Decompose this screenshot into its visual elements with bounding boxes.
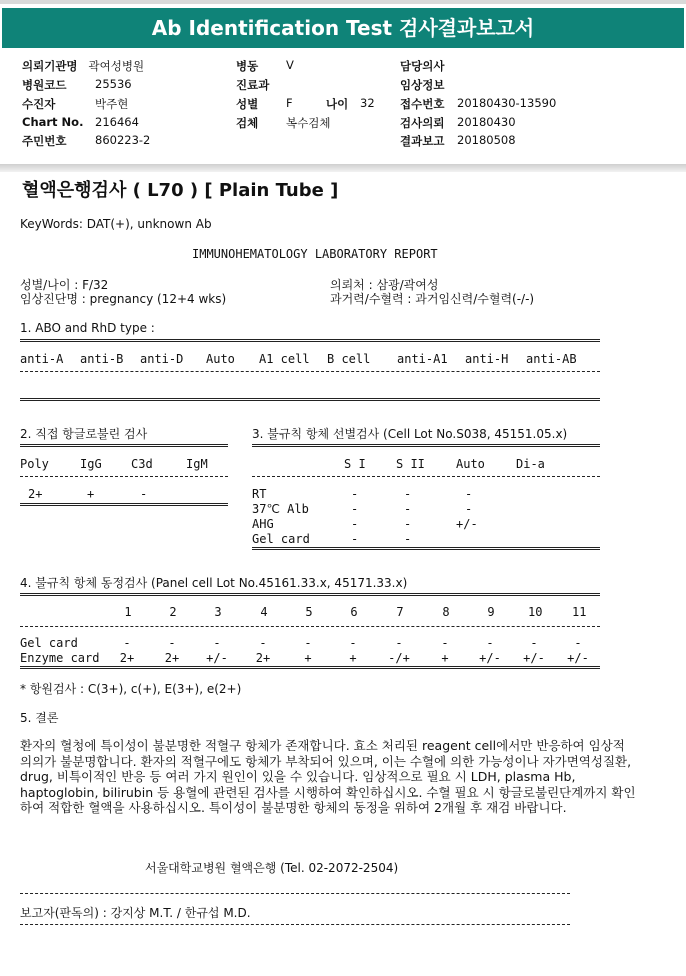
rule xyxy=(252,444,600,447)
header-field-report-date: 결과보고 20180508 xyxy=(400,133,516,148)
abo-header-b-cell: B cell xyxy=(327,352,371,366)
header-field-hospital-code: 병원코드 25536 xyxy=(22,77,132,92)
rule xyxy=(252,547,600,550)
rule xyxy=(20,924,570,925)
header-separator xyxy=(0,164,686,172)
panel-column-3: 3 xyxy=(214,605,222,619)
rule xyxy=(20,626,600,627)
panel-cell: - xyxy=(530,636,538,650)
panel-column-4: 4 xyxy=(260,605,268,619)
panel-cell: - xyxy=(259,636,267,650)
reporter: 보고자(판독의) : 강지상 M.T. / 한규섭 M.D. xyxy=(20,906,251,920)
dat-header-poly: Poly xyxy=(20,457,49,471)
dat-value-poly: 2+ xyxy=(28,487,43,501)
abo-header-anti-d: anti-D xyxy=(140,352,184,366)
panel-cell: +/- xyxy=(567,651,589,665)
rule xyxy=(252,476,600,477)
abo-header-auto: Auto xyxy=(206,352,235,366)
screen-header-auto: Auto xyxy=(456,457,485,471)
panel-column-11: 11 xyxy=(572,605,587,619)
section1-title: 1. ABO and RhD type : xyxy=(20,321,155,335)
screen-cell: +/- xyxy=(456,517,478,531)
screen-cell: - xyxy=(465,487,473,501)
panel-cell: - xyxy=(574,636,582,650)
panel-cell: - xyxy=(304,636,312,650)
panel-cell: 2+ xyxy=(119,651,135,665)
screen-header-s2: S II xyxy=(396,457,425,471)
rule xyxy=(20,398,600,401)
panel-cell: - xyxy=(349,636,357,650)
diagnosis: 임상진단명 : pregnancy (12+4 wks) xyxy=(20,292,227,306)
panel-cell: - xyxy=(123,636,131,650)
screen-header-di-a: Di-a xyxy=(516,457,545,471)
section2-title: 2. 직접 항글로불린 검사 xyxy=(20,427,148,441)
abo-header-anti-h: anti-H xyxy=(465,352,509,366)
panel-cell: - xyxy=(441,636,449,650)
screen-cell: - xyxy=(404,517,412,531)
panel-cell: - xyxy=(486,636,494,650)
panel-cell: 2+ xyxy=(255,651,271,665)
panel-cell: -/+ xyxy=(388,651,410,665)
header-field-specimen: 검체 복수검체 xyxy=(236,116,331,130)
panel-cell: + xyxy=(441,651,449,665)
report-banner-title: Ab Identification Test 검사결과보고서 xyxy=(2,8,684,48)
screen-header-s1: S I xyxy=(344,457,366,471)
panel-column-2: 2 xyxy=(169,605,177,619)
panel-column-6: 6 xyxy=(350,605,358,619)
panel-cell: +/- xyxy=(206,651,228,665)
screen-cell: - xyxy=(404,487,412,501)
panel-cell: - xyxy=(213,636,221,650)
header-field-resident-no: 주민번호 860223-2 xyxy=(22,133,151,148)
dat-header-igm: IgM xyxy=(186,457,208,471)
panel-column-1: 1 xyxy=(124,605,132,619)
header-field-physician: 담당의사 xyxy=(400,59,445,73)
screen-cell: - xyxy=(351,532,359,546)
screen-cell: - xyxy=(404,502,412,516)
header-field-institution: 의뢰기관명 곽여성병원 xyxy=(22,59,145,73)
keywords: KeyWords: DAT(+), unknown Ab xyxy=(20,217,212,231)
section5-title: 5. 결론 xyxy=(20,711,59,725)
rule xyxy=(20,371,600,372)
panel-cell: - xyxy=(395,636,403,650)
panel-cell: +/- xyxy=(523,651,545,665)
header-field-patient: 수진자 박주현 xyxy=(22,97,129,111)
top-divider xyxy=(0,0,686,4)
panel-row-label: Enzyme card xyxy=(20,651,100,665)
dat-header-igg: IgG xyxy=(80,457,102,471)
rule xyxy=(20,666,600,669)
dat-value-igg: + xyxy=(87,487,95,501)
screen-row-label: 37℃ Alb xyxy=(252,502,309,516)
screen-cell: - xyxy=(465,502,473,516)
transfusion-history: 과거력/수혈력 : 과거임신력/수혈력(-/-) xyxy=(330,292,535,306)
header-field-department: 진료과 xyxy=(236,78,270,92)
panel-column-9: 9 xyxy=(487,605,495,619)
header-field-accession-no: 접수번호 20180430-13590 xyxy=(400,96,557,111)
conclusion-text: 환자의 혈청에 특이성이 불분명한 적혈구 항체가 존재합니다. 효소 처리된 reagent cell에서만 반응하여 임상적 의의가 불분명합니다. 환자의 적혈구에도 항체가 부착되어 있으며, 이는 수혈에 의한 가능성이나 자가면역성질환, drug, 비특이적인 반응 등 여러 가지 원인이 있을 수 있습니다. 임상적으로 필요 시 LDH, plasma Hb, haptoglobin, bilirubin 등 용혈에 관련된 검사를 시행하여 확인하십시오. 수혈 필요 시 항글로불린단계까지 확인하여 적합한 혈액을 사용하십시오. 특이성이 불분명한 항체의 동정을 위하여 2개월 후 재검 바랍니다. xyxy=(20,738,636,815)
panel-cell: - xyxy=(168,636,176,650)
header-field-chart-no: Chart No. 216464 xyxy=(22,115,139,129)
panel-column-7: 7 xyxy=(396,605,404,619)
header-field-sex: 성별 F xyxy=(236,96,293,111)
panel-cell: + xyxy=(349,651,357,665)
section4-title: 4. 불규칙 항체 동정검사 (Panel cell Lot No.45161.33.x, 45171.33.x) xyxy=(20,576,408,590)
rule xyxy=(20,503,228,506)
dat-value-c3d: - xyxy=(140,487,148,501)
panel-cell: + xyxy=(304,651,312,665)
panel-cell: +/- xyxy=(479,651,501,665)
abo-header-a1-cell: A1 cell xyxy=(259,352,310,366)
screen-row-label: AHG xyxy=(252,517,274,531)
abo-header-anti-a: anti-A xyxy=(20,352,64,366)
panel-row-label: Gel card xyxy=(20,636,78,650)
panel-column-10: 10 xyxy=(528,605,543,619)
header-field-clinical-info: 임상정보 xyxy=(400,78,445,92)
header-field-age: 나이 32 xyxy=(326,96,375,111)
lab-report-title: IMMUNOHEMATOLOGY LABORATORY REPORT xyxy=(192,247,438,261)
screen-cell: - xyxy=(351,517,359,531)
screen-row-label: RT xyxy=(252,487,267,501)
hospital-contact: 서울대학교병원 혈액은행 (Tel. 02-2072-2504) xyxy=(145,861,399,875)
panel-column-5: 5 xyxy=(305,605,313,619)
screen-cell: - xyxy=(404,532,412,546)
abo-header-anti-b: anti-B xyxy=(80,352,124,366)
antigen-typing: * 항원검사 : C(3+), c(+), E(3+), e(2+) xyxy=(20,682,242,696)
header-field-ward: 병동 V xyxy=(236,58,294,73)
rule xyxy=(20,339,600,342)
referral: 의뢰처 : 삼광/곽여성 xyxy=(330,278,439,292)
screen-cell: - xyxy=(351,502,359,516)
header-field-request-date: 검사의뢰 20180430 xyxy=(400,115,516,130)
dat-header-c3d: C3d xyxy=(131,457,153,471)
screen-cell: - xyxy=(351,487,359,501)
panel-cell: 2+ xyxy=(164,651,180,665)
section3-title: 3. 불규칙 항체 선별검사 (Cell Lot No.S038, 45151.05.x) xyxy=(252,427,568,441)
abo-header-anti-ab: anti-AB xyxy=(526,352,577,366)
sex-age: 성별/나이 : F/32 xyxy=(20,278,109,292)
report-title: 혈액은행검사 ( L70 ) [ Plain Tube ] xyxy=(22,180,339,201)
panel-column-8: 8 xyxy=(442,605,450,619)
abo-header-anti-a1: anti-A1 xyxy=(397,352,448,366)
screen-row-label: Gel card xyxy=(252,532,310,546)
rule xyxy=(20,893,570,894)
rule xyxy=(20,593,600,596)
rule xyxy=(20,476,228,477)
rule xyxy=(20,444,228,447)
